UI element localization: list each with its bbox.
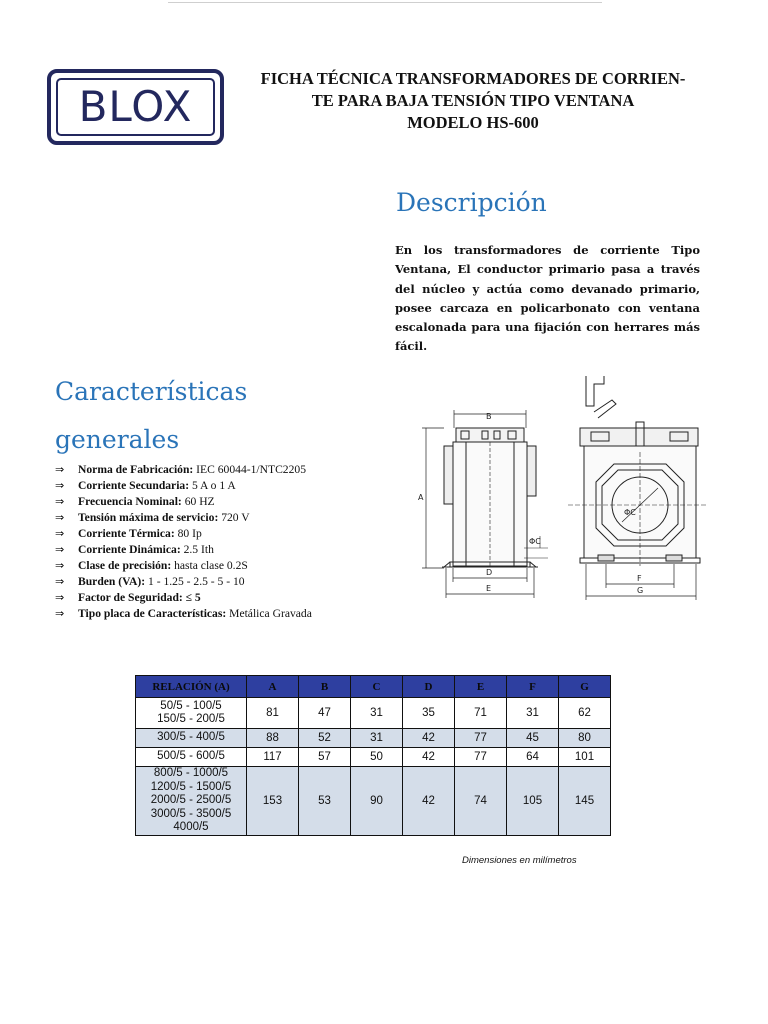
table-row: [136, 698, 611, 729]
list-item: [55, 462, 312, 478]
relacion-cell: 300/5 - 400/5: [136, 729, 247, 748]
header-relacion: RELACIÓN (A): [136, 676, 247, 698]
spec-label: Norma de Fabricación:: [78, 463, 194, 476]
dim-label-c-front: ΦC: [624, 508, 636, 517]
value-cell: 81: [247, 698, 299, 729]
header-f: F: [507, 676, 559, 698]
top-rule: [168, 2, 602, 3]
value-cell: 145: [559, 767, 611, 836]
value-cell: 52: [299, 729, 351, 748]
list-item: [55, 590, 312, 606]
list-item: [55, 574, 312, 590]
relacion-cell: 500/5 - 600/5: [136, 748, 247, 767]
arrow-icon: ⇒: [55, 511, 65, 524]
value-cell: 50: [351, 748, 403, 767]
value-cell: 101: [559, 748, 611, 767]
spec-label: Corriente Térmica:: [78, 527, 175, 540]
value-cell: 31: [351, 698, 403, 729]
value-cell: 64: [507, 748, 559, 767]
dim-label-b: B: [486, 412, 492, 421]
title-line-3: MODELO HS-600: [407, 113, 539, 132]
spec-value: 80 Ip: [174, 527, 202, 540]
value-cell: 71: [455, 698, 507, 729]
document-title: [228, 68, 718, 134]
table-header-row: [136, 676, 611, 698]
dim-label-e: E: [486, 584, 492, 593]
spec-label: Tensión máxima de servicio:: [78, 511, 219, 524]
spec-value: hasta clase 0.2S: [171, 559, 248, 572]
spec-label: Burden (VA):: [78, 575, 146, 588]
arrow-icon: ⇒: [55, 479, 65, 492]
value-cell: 90: [351, 767, 403, 836]
characteristics-heading-line-2: generales: [55, 425, 180, 454]
list-item: [55, 542, 312, 558]
characteristics-heading: [55, 368, 247, 464]
value-cell: 74: [455, 767, 507, 836]
value-cell: 35: [403, 698, 455, 729]
table-row: [136, 748, 611, 767]
dimensions-table: [135, 675, 611, 836]
spec-value: Metálica Gravada: [226, 607, 312, 620]
characteristics-list: [55, 462, 312, 622]
header-b: B: [299, 676, 351, 698]
spec-value: 2.5 Ith: [180, 543, 214, 556]
arrow-icon: ⇒: [55, 591, 65, 604]
header-c: C: [351, 676, 403, 698]
dim-label-c-side: ΦC: [529, 537, 541, 546]
spec-label: Corriente Secundaria:: [78, 479, 190, 492]
value-cell: 77: [455, 729, 507, 748]
dimensions-note: Dimensiones en milímetros: [462, 855, 577, 866]
dim-label-g: G: [637, 586, 644, 595]
list-item: [55, 510, 312, 526]
value-cell: 105: [507, 767, 559, 836]
spec-value: 1 - 1.25 - 2.5 - 5 - 10: [145, 575, 245, 588]
header-g: G: [559, 676, 611, 698]
value-cell: 42: [403, 767, 455, 836]
description-text: En los transformadores de corriente Tipo Ventana, El conductor primario pasa a través del núcleo y actúa como devanado primario, posee carcaza en policarbonato con ventana escalonada para una fijación con herrares más fácil.: [395, 243, 700, 354]
title-line-2: TE PARA BAJA TENSIÓN TIPO VENTANA: [311, 91, 635, 110]
list-item: [55, 478, 312, 494]
spec-label: Clase de precisión:: [78, 559, 172, 572]
spec-label: Tipo placa de Características:: [78, 607, 227, 620]
value-cell: 80: [559, 729, 611, 748]
spec-label: Corriente Dinámica:: [78, 543, 181, 556]
list-item: [55, 558, 312, 574]
value-cell: 117: [247, 748, 299, 767]
arrow-icon: ⇒: [55, 495, 65, 508]
table-row: [136, 729, 611, 748]
characteristics-heading-line-1: Características: [55, 377, 248, 406]
value-cell: 31: [507, 698, 559, 729]
header-d: D: [403, 676, 455, 698]
arrow-icon: ⇒: [55, 607, 65, 620]
list-item: [55, 606, 312, 622]
arrow-icon: ⇒: [55, 543, 65, 556]
value-cell: 53: [299, 767, 351, 836]
value-cell: 88: [247, 729, 299, 748]
side-view: [422, 410, 548, 598]
dim-label-f: F: [637, 574, 642, 583]
arrow-icon: ⇒: [55, 575, 65, 588]
transformer-dimension-drawing: [408, 372, 708, 604]
spec-value: 5 A o 1 A: [189, 479, 236, 492]
dim-label-d: D: [486, 568, 493, 577]
header-e: E: [455, 676, 507, 698]
arrow-icon: ⇒: [55, 559, 65, 572]
value-cell: 31: [351, 729, 403, 748]
description-heading: Descripción: [396, 188, 547, 217]
list-item: [55, 526, 312, 542]
spec-label: Factor de Seguridad: ≤ 5: [78, 591, 201, 604]
value-cell: 57: [299, 748, 351, 767]
value-cell: 62: [559, 698, 611, 729]
arrow-icon: ⇒: [55, 463, 65, 476]
value-cell: 45: [507, 729, 559, 748]
table-row: [136, 767, 611, 836]
dim-label-a: A: [418, 493, 424, 502]
title-line-1: FICHA TÉCNICA TRANSFORMADORES DE CORRIEN-: [260, 69, 686, 88]
value-cell: 47: [299, 698, 351, 729]
logo-text: BLOX: [78, 82, 193, 131]
value-cell: 77: [455, 748, 507, 767]
header-a: A: [247, 676, 299, 698]
relacion-cell: 50/5 - 100/5 150/5 - 200/5: [136, 698, 247, 729]
value-cell: 42: [403, 748, 455, 767]
spec-value: 60 HZ: [181, 495, 215, 508]
list-item: [55, 494, 312, 510]
value-cell: 42: [403, 729, 455, 748]
spec-label: Frecuencia Nominal:: [78, 495, 182, 508]
spec-value: IEC 60044-1/NTC2205: [193, 463, 306, 476]
blox-logo: [47, 69, 224, 145]
spec-value: 720 V: [218, 511, 250, 524]
arrow-icon: ⇒: [55, 527, 65, 540]
value-cell: 153: [247, 767, 299, 836]
relacion-cell: 800/5 - 1000/5 1200/5 - 1500/5 2000/5 - 2500/5 3000/5 - 3500/5 4000/5: [136, 767, 247, 836]
front-view: [568, 376, 708, 600]
